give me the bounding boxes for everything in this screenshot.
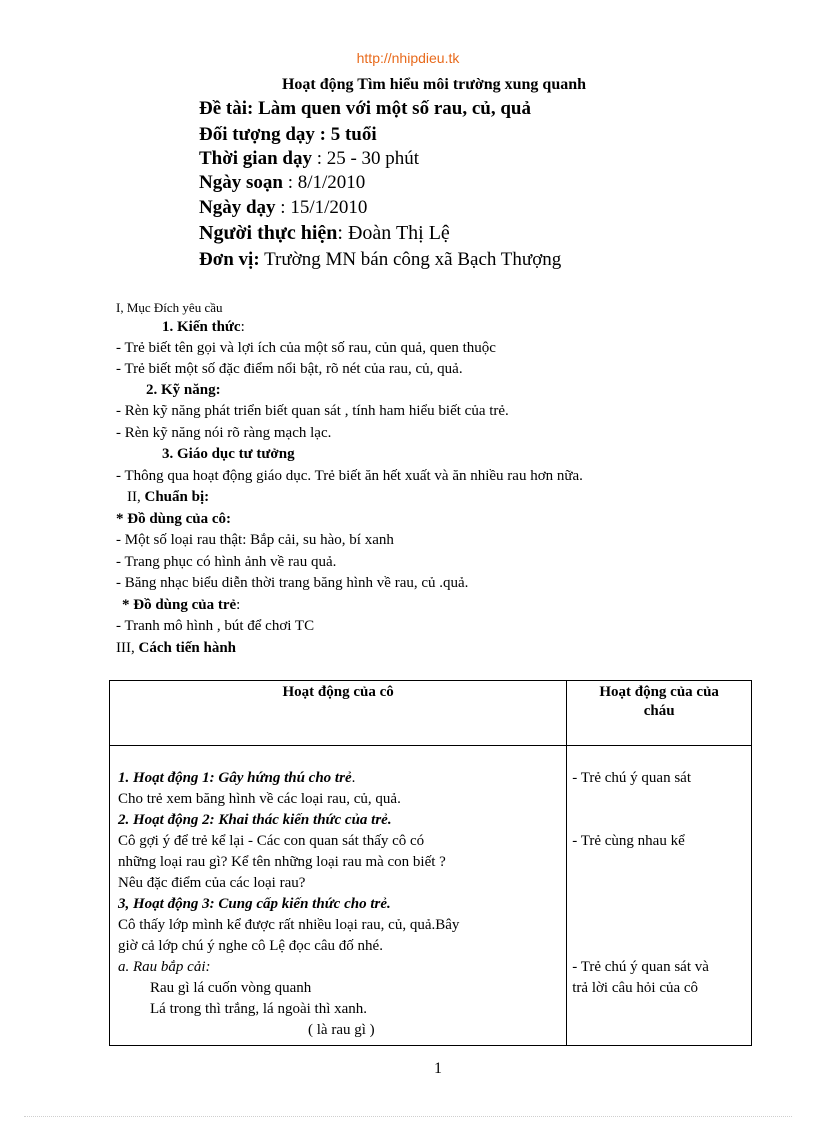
activity2-text: những loại rau gì? Kể tên những loại rau mà con biết ? [118, 854, 446, 870]
activity-table [109, 680, 752, 1046]
unit-value: Trường MN bán công xã Bạch Thượng [259, 249, 562, 270]
unit-line [199, 249, 561, 271]
child-activity-line: - Trẻ cùng nhau kể [572, 833, 685, 849]
procedure-heading-text: Cách tiến hành [138, 640, 237, 656]
table-header-row [110, 681, 752, 746]
skills-heading: 2. Kỹ năng: [146, 382, 221, 398]
audience-label: Đối tượng dạy : 5 tuổi [199, 124, 377, 145]
performer-label: Người thực hiện [199, 222, 338, 244]
audience-line [199, 124, 377, 146]
child-column-header [567, 681, 752, 746]
prep-date-line [199, 172, 365, 194]
education-item: - Thông qua hoạt động giáo dục. Trẻ biết ăn hết xuất và ăn nhiều rau hơn nữa. [116, 468, 583, 484]
knowledge-heading-text: 1. Kiến thức [162, 319, 241, 335]
prep-date-label: Ngày soạn [199, 172, 283, 193]
knowledge-item: - Trẻ biết tên gọi và lợi ích của một số rau, củn quả, quen thuộc [116, 340, 496, 356]
activity3-heading: 3, Hoạt động 3: Cung cấp kiến thức cho trẻ. [118, 896, 391, 912]
teacher-column-header [110, 681, 567, 746]
child-items-heading-colon: : [236, 597, 241, 613]
activity1-dot: . [351, 770, 356, 786]
performer-value: : Đoàn Thị Lệ [337, 222, 450, 244]
teacher-activity-cell [110, 746, 567, 1046]
procedure-heading [116, 640, 236, 657]
child-item: - Tranh mô hình , bút để chơi TC [116, 618, 315, 634]
prep-date-value: : 8/1/2010 [282, 172, 366, 193]
header-url[interactable]: http://nhipdieu.tk [356, 50, 460, 66]
teacher-items-heading: * Đồ dùng của cô: [116, 511, 232, 527]
page-number: 1 [434, 1060, 442, 1077]
purpose-heading: I, Mục Đích yêu cầu [116, 300, 223, 315]
child-activity-cell [567, 746, 752, 1046]
education-heading: 3. Giáo dục tư tưởng [162, 446, 295, 462]
child-items-heading [122, 597, 240, 614]
time-label: Thời gian dạy [199, 148, 312, 169]
footer-divider [24, 1116, 792, 1117]
activity1-text: Cho trẻ xem băng hình về các loại rau, củ, quả. [118, 791, 401, 807]
teacher-item: - Một số loại rau thật: Bắp cải, su hào, bí xanh [116, 532, 394, 548]
child-column-title-2: cháu [643, 703, 675, 719]
teacher-item: - Trang phục có hình ảnh về rau quả. [116, 554, 337, 570]
prep-heading [127, 489, 209, 506]
unit-label: Đơn vị: [199, 249, 260, 270]
activity2-text: Nêu đặc điểm của các loại rau? [118, 875, 306, 891]
prep-heading-text: Chuẩn bị: [144, 489, 210, 505]
teacher-item: - Băng nhạc biểu diễn thời trang băng hình về rau, củ .quả. [116, 575, 469, 591]
child-activity-line: - Trẻ chú ý quan sát [572, 770, 691, 786]
performer-line [199, 222, 450, 245]
teach-date-line [199, 197, 367, 219]
knowledge-heading [162, 319, 245, 336]
activity2-heading: 2. Hoạt động 2: Khai thác kiến thức của trẻ. [118, 812, 392, 828]
riddle-line: Rau gì lá cuốn vòng quanh [150, 980, 312, 996]
activity1-line [118, 770, 355, 787]
riddle-label: a. Rau bắp cải: [118, 959, 211, 975]
procedure-prefix: III, [116, 640, 139, 656]
activity3-text: giờ cả lớp chú ý nghe cô Lệ đọc câu đố nhé. [118, 938, 383, 954]
topic-line [199, 98, 531, 120]
riddle-answer: ( là rau gì ) [308, 1022, 375, 1038]
child-activity-line: - Trẻ chú ý quan sát và [572, 959, 709, 975]
knowledge-item: - Trẻ biết một số đặc điểm nổi bật, rõ nét của rau, củ, quả. [116, 361, 463, 377]
topic-label: Đề tài: [199, 98, 254, 119]
child-column-title-1: Hoạt động của của [599, 684, 719, 700]
riddle-line: Lá trong thì trắng, lá ngoài thì xanh. [150, 1001, 368, 1017]
time-line [199, 148, 419, 170]
teach-date-value: : 15/1/2010 [275, 197, 368, 218]
table-body-row [110, 746, 752, 1046]
teach-date-label: Ngày dạy [199, 197, 276, 218]
knowledge-heading-colon: : [240, 319, 245, 335]
activity1-heading: 1. Hoạt động 1: Gây hứng thú cho trẻ [118, 770, 352, 786]
activity3-text: Cô thấy lớp mình kể được rất nhiều loại rau, củ, quả.Bây [118, 917, 460, 933]
activity2-text: Cô gợi ý để trẻ kể lại - Các con quan sát thấy cô có [118, 833, 425, 849]
prep-heading-prefix: II, [127, 489, 145, 505]
teacher-column-title: Hoạt động của cô [282, 684, 394, 700]
time-value: : 25 - 30 phút [311, 148, 420, 169]
skills-item: - Rèn kỹ năng phát triển biết quan sát , tính ham hiểu biết của trẻ. [116, 403, 509, 419]
skills-item: - Rèn kỹ năng nói rõ ràng mạch lạc. [116, 425, 332, 441]
child-activity-line: trả lời câu hỏi của cô [572, 980, 699, 996]
topic-value: Làm quen với một số rau, củ, quả [253, 98, 531, 119]
document-title: Hoạt động Tìm hiểu môi trường xung quanh [281, 76, 587, 93]
child-items-heading-text: * Đồ dùng của trẻ [122, 597, 237, 613]
